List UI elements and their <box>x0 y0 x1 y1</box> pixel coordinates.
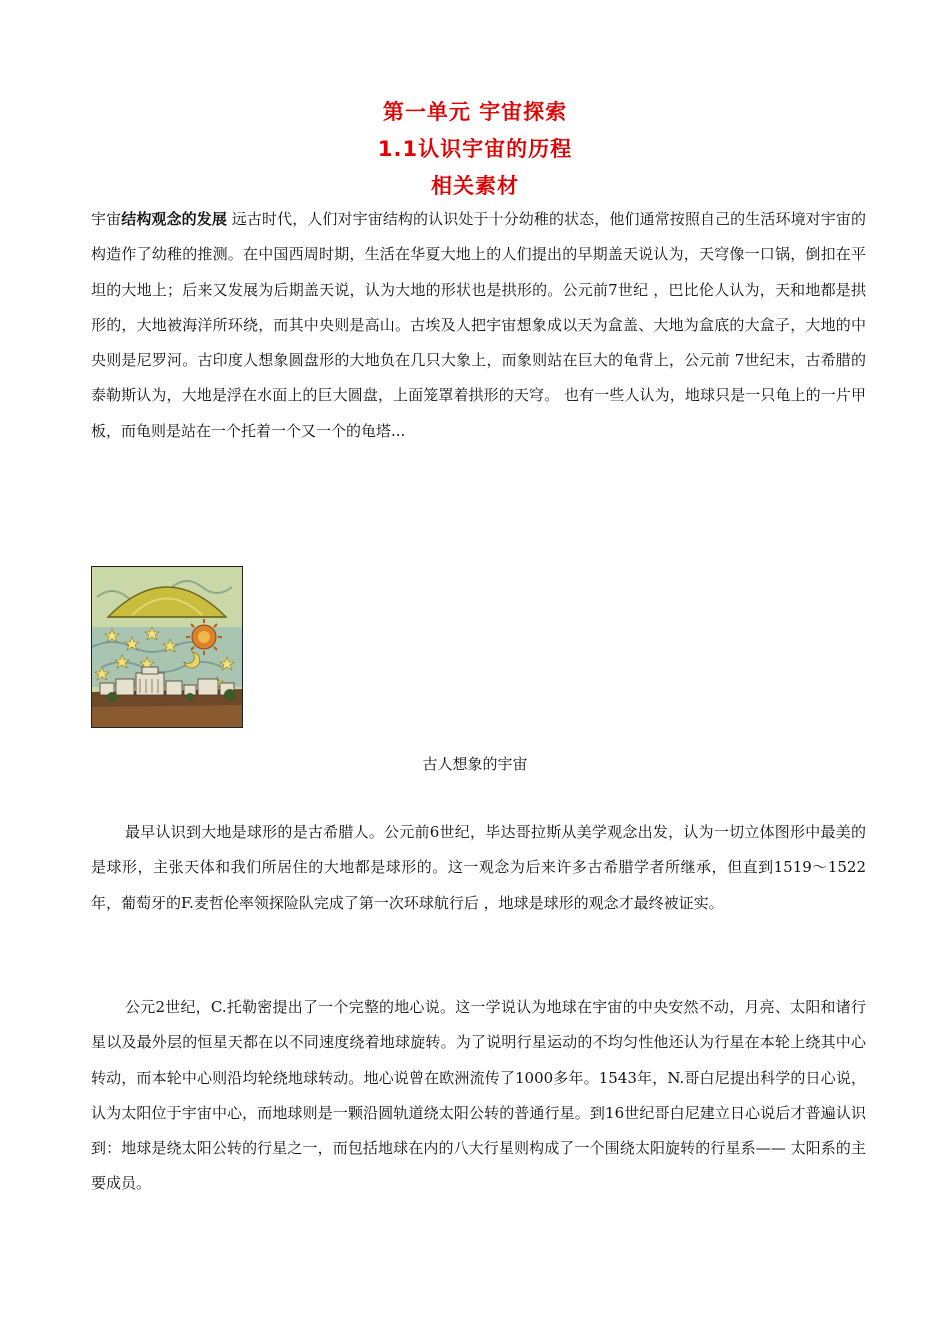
figure-caption: 古人想象的宇宙 <box>422 755 528 773</box>
intro-paragraph <box>91 202 866 449</box>
ancient-universe-drawing <box>92 567 242 727</box>
paragraph-spherical-earth: 最早认识到大地是球形的是古希腊人。公元前6世纪，毕达哥拉斯从美学观念出发，认为一切立体图形中最美的是球形，主张天体和我们所居住的大地都是球形的。这一观念为后来许多古希腊学者所继承，但直到1519～1522年，葡萄牙的F.麦哲伦率领探险队完成了第一次环球航行后 ，地球是球形的观念才最终被证实。 <box>91 823 866 912</box>
intro-bold-term: 结构观念的发展 <box>121 210 227 228</box>
intro-prefix: 宇宙 <box>91 210 122 228</box>
paragraph-geocentric-heliocentric: 公元2世纪，C.托勒密提出了一个完整的地心说。这一学说认为地球在宇宙的中央安然不动，月亮、太阳和诸行星以及最外层的恒星天都在以不同速度绕着地球旋转。为了说明行星运动的不均匀性他还认为行星在本轮上绕其中心转动，而本轮中心则沿均轮绕地球转动。地心说曾在欧洲流传了1000多年。1543年，N.哥白尼提出科学的日心说，认为太阳位于宇宙中心，而地球则是一颗沿圆轨道绕太阳公转的普通行星。到16世纪哥白尼建立日心说后才普遍认识到：地球是绕太阳公转的行星之一，而包括地球在内的八大行星则构成了一个围绕太阳旋转的行星系—— 太阳系的主要成员。 <box>91 998 866 1193</box>
unit-title: 第一单元 宇宙探索 <box>382 100 568 124</box>
ancient-universe-illustration <box>91 566 243 728</box>
section-title: 相关素材 <box>431 174 519 198</box>
intro-text: 远古时代，人们对宇宙结构的认识处于十分幼稚的状态，他们通常按照自己的生活环境对宇宙的构造作了幼稚的推测。在中国西周时期，生活在华夏大地上的人们提出的早期盖天说认为，天穹像一口锅，倒扣在平坦的大地上；后来又发展为后期盖天说，认为大地的形状也是拱形的。公元前7世纪 ，巴比伦人认为，天和地都是拱形的，大地被海洋所环绕，而其中央则是高山。古埃及人把宇宙想象成以天为盒盖、大地为盒底的大盒子，大地的中央则是尼罗河。古印度人想象圆盘形的大地负在几只大象上，而象则站在巨大的龟背上，公元前 7世纪末，古希腊的泰勒斯认为，大地是浮在水面上的巨大圆盘，上面笼罩着拱形的天穹。 也有一些人认为，地球只是一只龟上的一片甲板，而龟则是站在一个托着一个又一个的龟塔... <box>91 210 866 440</box>
lesson-title: 1.1认识宇宙的历程 <box>377 137 573 161</box>
